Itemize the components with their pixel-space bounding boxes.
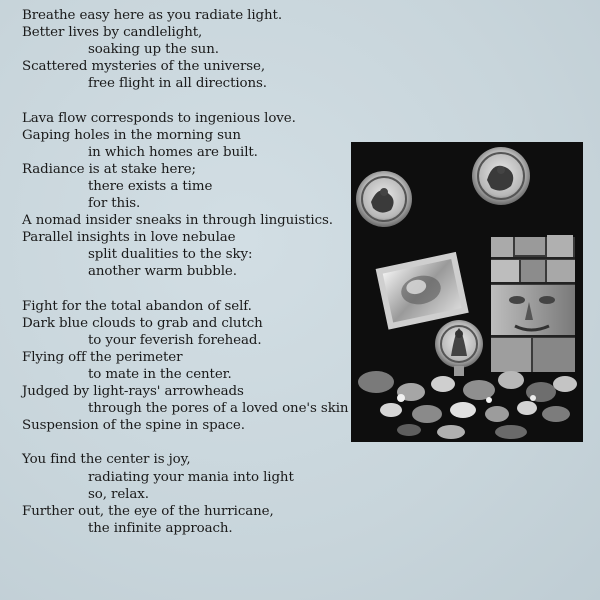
poem-line: there exists a time: [88, 178, 213, 194]
poem-stanza: [22, 451, 352, 536]
poem-line: Better lives by candlelight,: [22, 25, 203, 41]
poem-line: split dualities to the sky:: [88, 247, 253, 263]
poem-line: free flight in all directions.: [88, 76, 267, 92]
poem-stanza: [22, 110, 352, 281]
stanza-gap: [22, 434, 352, 451]
poem-line: radiating your mania into light: [88, 469, 294, 485]
poem-line: in which homes are built.: [88, 144, 258, 160]
poem-text: [22, 7, 352, 537]
poem-line: Radiance is at stake here;: [22, 161, 196, 177]
poem-line: another warm bubble.: [88, 264, 237, 280]
stanza-gap: [22, 281, 352, 298]
poem-line: Breathe easy here as you radiate light.: [22, 8, 282, 23]
poem-line: to mate in the center.: [88, 366, 232, 382]
poem-line: Lava flow corresponds to ingenious love.: [22, 110, 296, 126]
poem-line: Parallel insights in love nebulae: [22, 230, 236, 246]
poem-line: Fight for the total abandon of self.: [22, 298, 252, 314]
stone-tower: [491, 235, 575, 372]
poem-line: Gaping holes in the morning sun: [22, 127, 241, 143]
poem-line: Dark blue clouds to grab and clutch: [22, 315, 263, 331]
poem-line: Flying off the perimeter: [22, 349, 183, 365]
poem-line: A nomad insider sneaks in through linguistics.: [22, 213, 333, 229]
poem-line: through the pores of a loved one's skin: [88, 401, 349, 417]
collage-photo-icon: [351, 142, 583, 442]
collage-photo: [351, 142, 583, 442]
poem-line: for this.: [88, 196, 141, 212]
poem-line: Further out, the eye of the hurricane,: [22, 503, 274, 519]
poem-line: Judged by light-rays' arrowheads: [22, 384, 244, 400]
poem-line: soaking up the sun.: [88, 42, 219, 58]
poem-stanza: [22, 298, 352, 435]
medallion-right: [472, 147, 530, 205]
poem-line: the infinite approach.: [88, 520, 233, 536]
poem-line: Suspension of the spine in space.: [22, 418, 245, 434]
poem-line: You find the center is joy,: [22, 452, 191, 468]
poem-line: Scattered mysteries of the universe,: [22, 59, 266, 75]
stanza-gap: [22, 92, 352, 109]
poem-stanza: [22, 7, 352, 92]
poem-line: so, relax.: [88, 486, 149, 502]
medallion-left: [356, 171, 412, 227]
poem-line: to your feverish forehead.: [88, 332, 262, 348]
